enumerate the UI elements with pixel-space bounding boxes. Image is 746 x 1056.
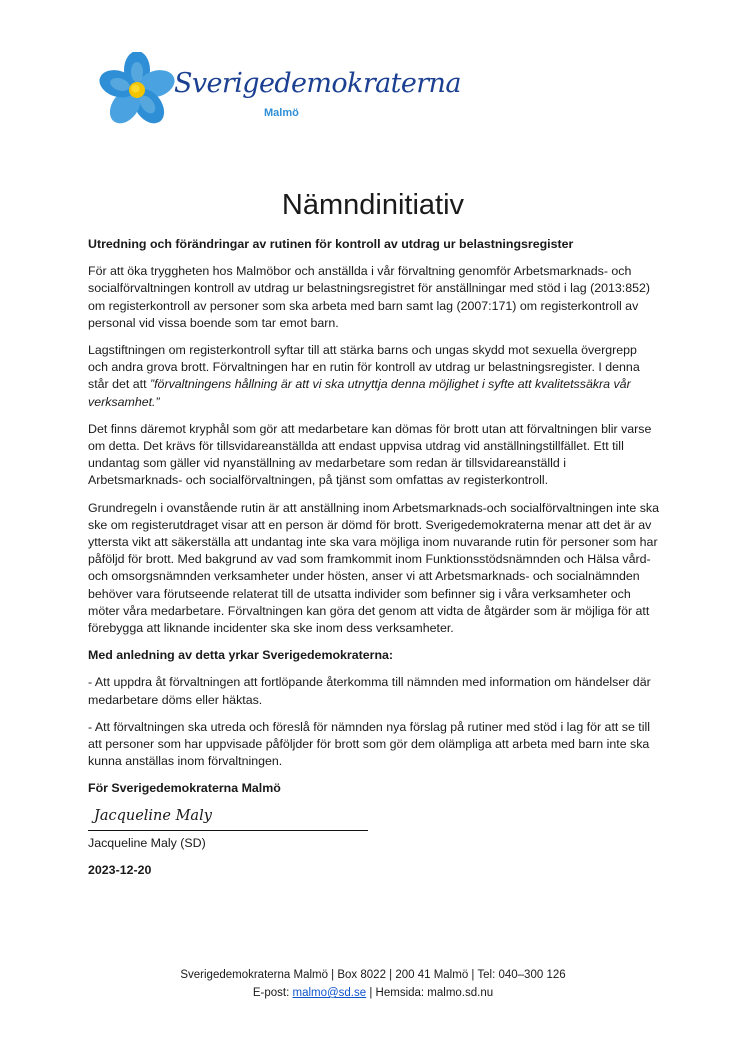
handwritten-signature: Jacqueline Maly (94, 807, 212, 824)
paragraph-1: För att öka tryggheten hos Malmöbor och anställda i vår förvaltning genomför Arbetsmarknads- och socialförvaltningen kontroll av utdrag ur belastningsregistret för anställningar med stöd i lag (2013:852) om registerkontroll av personer som ska arbeta med barn samt lag (2007:171) om registerkontroll av personal vid vissa boende som tar emot barn. (88, 264, 651, 330)
signer-name: Jacqueline Maly (SD) (88, 835, 206, 850)
logo (96, 52, 461, 128)
paragraph-2-text: Lagstiftningen om registerkontroll syftar till att stärka barns och ungas skydd mot sexuella övergrepp och andra grova brott. Förvaltningen har en rutin för kontroll av utdrag ur belastningsregister. I denna står det att (88, 343, 640, 392)
demand-item-2: - Att förvaltningen ska utreda och föreslå för nämnden nya förslag på rutiner med stöd i lag för att se till att personer som har uppvisade påföljder för brott som gör dem olämpliga att arbeta med barn inte ska kunna anställas inom förvaltningen. (88, 719, 651, 769)
paragraph-2 (88, 342, 660, 411)
paragraph-2-quote: ”förvaltningens hållning är att vi ska utnyttja denna möjlighet i syfte att kvalitetssäkra vår verksamhet.” (88, 377, 631, 409)
logo-subtitle: Malmö (264, 107, 299, 119)
logo-wordmark: Sverigedemokraterna (174, 68, 461, 99)
demand-item-1: - Att uppdra åt förvaltningen att fortlöpande återkomma till nämnden med information om händelser där medarbetare döms eller häktas. (88, 675, 651, 707)
document-title: Nämndinitiativ (281, 189, 465, 222)
document-heading: Utredning och förändringar av rutinen för kontroll av utdrag ur belastningsregister (88, 237, 574, 251)
demands-heading: Med anledning av detta yrkar Sverigedemokraterna: (88, 648, 394, 663)
document-date: 2023-12-20 (88, 862, 152, 877)
document-body (88, 236, 660, 889)
footer-website: | Hemsida: malmo.sd.nu (366, 987, 494, 999)
signature-line (88, 830, 368, 831)
email-link[interactable]: malmo@sd.se (292, 987, 367, 999)
blue-flower-icon (96, 52, 178, 128)
footer-address: Sverigedemokraterna Malmö | Box 8022 | 200 41 Malmö | Tel: 040–300 126 (180, 969, 566, 981)
footer-email-label: E-post: (252, 987, 293, 999)
signoff: För Sverigedemokraterna Malmö (88, 781, 281, 796)
paragraph-4: Grundregeln i ovanstående rutin är att anställning inom Arbetsmarknads-och socialförvaltningen inte ska ske om registerutdraget visar att en person är dömd för brott. Sverigedemokraterna menar att det är av yttersta vikt att säkerställa att undantag inte ska vara möjliga inom nuvarande rutin för personer som har påföljd för brott. Med bakgrund av vad som framkommit inom Funktionsstödsnämnden och Hälsa vård- och omsorgsnämnden verksamheter under hösten, anser vi att Arbetsmarknads- och socialnämnden behöver vara förutseende relaterat till de utsatta individer som befinner sig i våra verksamheter och möter våra medarbetare. Förvaltningen kan göra det genom att vidta de åtgärder som är möjliga för att förebygga att liknande incidenter ska ske inom dess verksamheter. (88, 500, 659, 636)
footer (0, 966, 746, 1002)
paragraph-3: Det finns däremot kryphål som gör att medarbetare kan dömas för brott utan att förvaltningen blir varse om detta. Det krävs för tillsvidareanställda att endast uppvisa utdrag vid anställningstillfället. Ett till undantag som gäller vid nyanställning av medarbetare som redan är tillsvidareanställd i Arbetsmarknads- och socialförvaltningen, på tjänst som omfattas av registerkontroll. (88, 421, 652, 488)
footer-contact (0, 984, 746, 1002)
